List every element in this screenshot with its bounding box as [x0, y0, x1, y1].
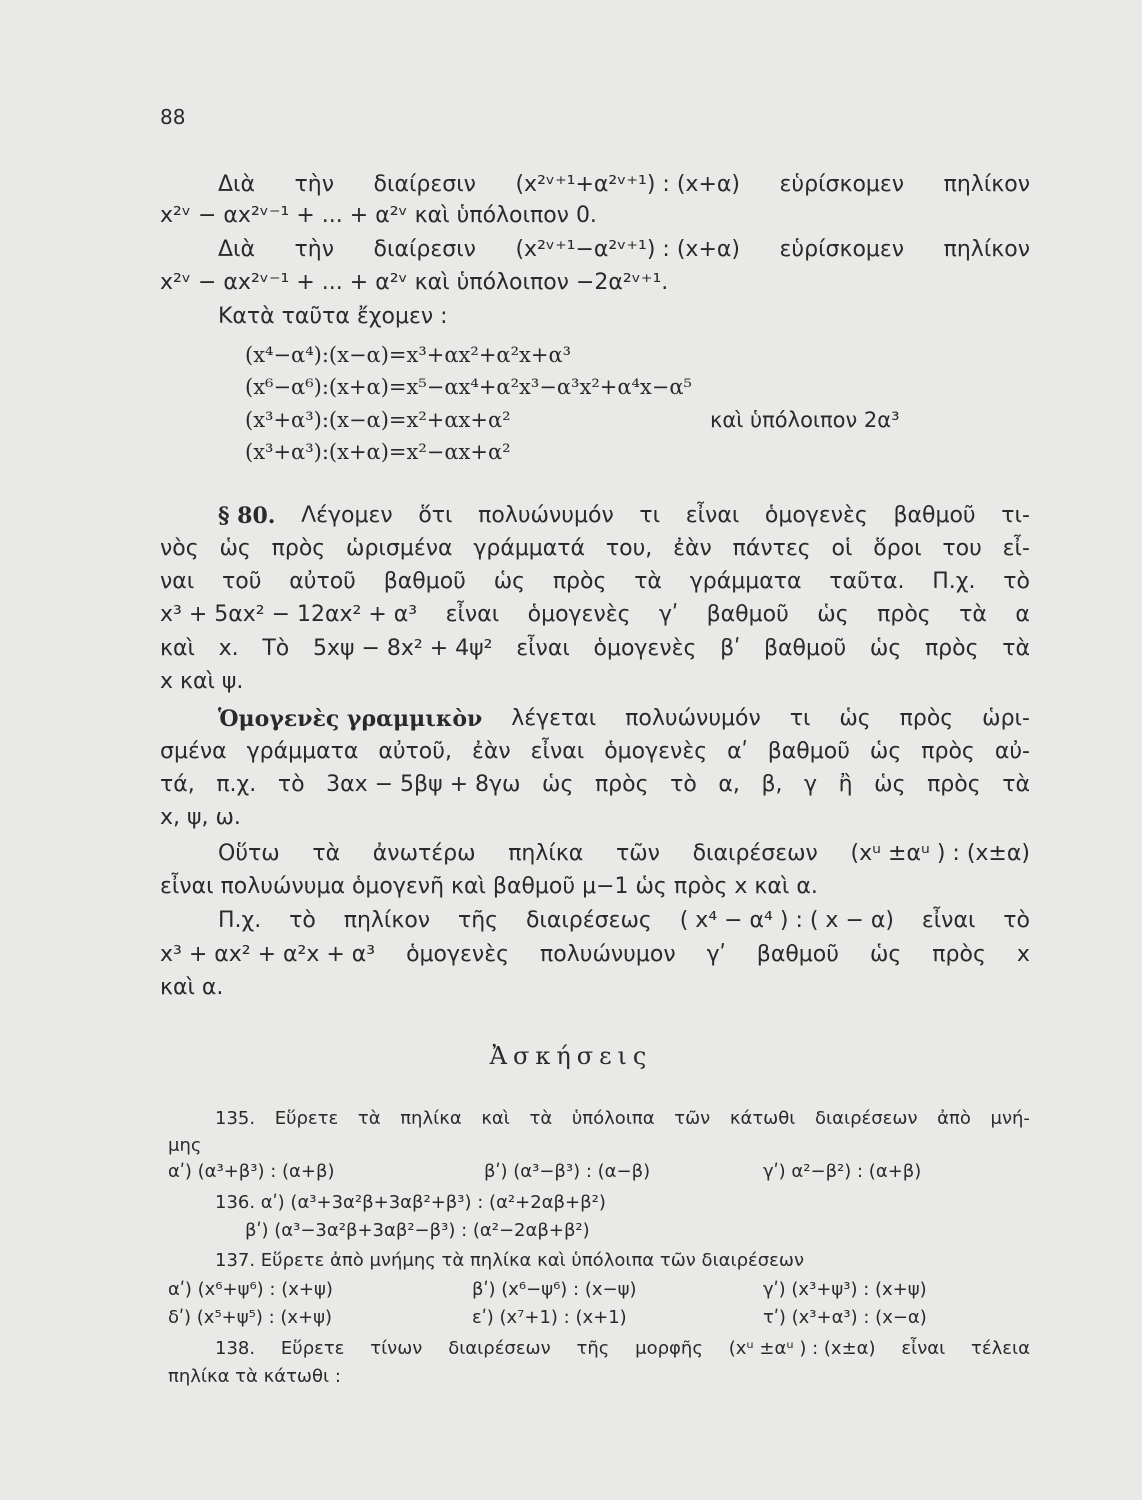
word: τὰ	[529, 1108, 553, 1129]
word: ὁμογενὲς	[604, 739, 708, 764]
word: νὸς	[160, 536, 199, 561]
section-number: § 80.	[218, 503, 276, 529]
equation-1: (x⁴−α⁴):(x−α)=x³+αx²+α²x+α³	[245, 343, 572, 367]
word: βʹ	[720, 636, 741, 661]
word: x	[1016, 942, 1030, 967]
kata-tauta: Κατὰ ταῦτα ἔχομεν :	[218, 304, 448, 329]
word: εἶ-	[1002, 536, 1030, 561]
word: πρὸς	[932, 942, 986, 967]
word: τι	[789, 706, 811, 731]
word: ἢ	[838, 772, 853, 797]
word: πάντες	[732, 536, 811, 561]
homog-line4: x, ψ, ω.	[160, 805, 241, 830]
word: τὴν	[294, 172, 335, 197]
word: καὶ	[160, 636, 195, 661]
word: γ	[804, 772, 818, 797]
word: εὑρίσκομεν	[779, 172, 905, 197]
word: Οὕτω	[218, 841, 280, 866]
ex135-line1	[215, 1106, 1030, 1132]
word: τῶν	[674, 1108, 711, 1129]
word: οἱ	[831, 536, 853, 561]
word: πηλίκα	[400, 1108, 462, 1129]
word: τῶν	[615, 841, 660, 866]
word: εἶναι	[516, 636, 570, 661]
word: τὸ	[289, 908, 316, 933]
ex137-f: τʹ) (x³+α³) : (x−α)	[763, 1307, 927, 1328]
equation-note: καὶ ὑπόλοιπον 2α³	[710, 408, 900, 432]
word: διαίρεσιν	[373, 237, 476, 262]
word: τι-	[1001, 503, 1030, 528]
ex135-a: αʹ) (α³+β³) : (α+β)	[168, 1161, 335, 1182]
word: του,	[605, 536, 653, 561]
word: ὑπόλοιπα	[571, 1108, 655, 1129]
word: x.	[218, 636, 239, 661]
equation-4: (x³+α³):(x+α)=x²−αx+α²	[245, 440, 511, 464]
ex138-line1	[215, 1336, 1030, 1362]
word: πηλίκον	[943, 237, 1030, 262]
word: ὡς	[542, 772, 574, 797]
word: πολυώνυμον	[540, 942, 676, 967]
word: ὡς	[874, 772, 906, 797]
word: βαθμοῦ	[763, 636, 847, 661]
word: ὡς	[219, 536, 251, 561]
word: τὰ	[959, 602, 987, 627]
word: σμένα	[160, 739, 227, 764]
formula: (x²ᵛ⁺¹−α²ᵛ⁺¹) : (x+α)	[515, 237, 740, 262]
word: πρὸς	[594, 772, 649, 797]
word: ὁμογενὲς	[764, 503, 868, 528]
word: κάτωθι	[729, 1108, 796, 1129]
equation-3	[245, 405, 1115, 435]
word: πηλίκον	[343, 908, 431, 933]
homog-line3	[160, 770, 1030, 800]
word: πολυώνυμόν	[625, 706, 761, 731]
word: βαθμοῦ	[756, 942, 839, 967]
word: Π.χ.	[218, 908, 262, 933]
ex135-c: γʹ) α²−β²) : (α+β)	[763, 1161, 922, 1182]
sec80-line2	[160, 534, 1030, 564]
page-number: 88	[160, 105, 186, 129]
ex135-b: βʹ) (α³−β³) : (α−β)	[484, 1161, 651, 1182]
word: τίνων	[370, 1338, 423, 1359]
word: τὰ	[312, 841, 341, 866]
word: γʹ	[659, 602, 679, 627]
ex137-b: βʹ) (x⁶−ψ⁶) : (x−ψ)	[472, 1279, 637, 1300]
example-line1	[218, 906, 1030, 936]
formula: (xᵘ ±αᵘ ) : (x±α)	[850, 841, 1030, 866]
exercise-number: 135.	[215, 1108, 256, 1129]
formula: 5xψ − 8x² + 4ψ²	[312, 636, 493, 661]
word: τὰ	[1002, 636, 1030, 661]
word: βαθμοῦ	[767, 739, 850, 764]
word: διαίρεσιν	[373, 172, 476, 197]
formula: (x²ᵛ⁺¹+α²ᵛ⁺¹) : (x+α)	[515, 172, 740, 197]
example-line3: καὶ α.	[160, 975, 224, 1000]
equation-expr: (x³+α³):(x−α)=x²+αx+α²	[245, 408, 511, 432]
sec80-line1	[218, 501, 1030, 531]
word: αὐτοῦ,	[378, 739, 452, 764]
ex137-a: αʹ) (x⁶+ψ⁶) : (x+ψ)	[168, 1279, 333, 1300]
example-line2	[160, 940, 1030, 970]
word: διαιρέσεων	[692, 841, 818, 866]
word: πρὸς	[552, 569, 607, 594]
word: πρὸς	[921, 739, 975, 764]
word: ὡς	[869, 636, 902, 661]
word: τὸ	[277, 772, 305, 797]
word: τὰ	[357, 1108, 381, 1129]
para2-line1	[218, 235, 1030, 265]
word: βαθμοῦ	[706, 602, 789, 627]
word: τέλεια	[971, 1338, 1030, 1359]
ex136-b: βʹ) (α³−3α²β+3αβ²−β³) : (α²−2αβ+β²)	[245, 1220, 590, 1241]
exercise-number: 138.	[215, 1338, 256, 1359]
word: Λέγομεν	[301, 503, 393, 528]
word: τὸ	[1003, 908, 1030, 933]
word: γράμματα	[246, 739, 359, 764]
word: εὑρίσκομεν	[779, 237, 905, 262]
exercises-heading: Ἀσκήσεις	[489, 1042, 653, 1070]
word: καὶ	[481, 1108, 510, 1129]
word: αὐτοῦ	[289, 569, 356, 594]
word: τά,	[160, 772, 195, 797]
formula: (xᵘ ±αᵘ ) : (x±α)	[728, 1338, 876, 1359]
word: λέγεται	[511, 706, 597, 731]
sec80-line6: x καὶ ψ.	[160, 669, 244, 694]
formula: x³ + 5αx² − 12αx² + α³	[160, 602, 418, 627]
word: εἶναι	[530, 739, 585, 764]
word: ναι	[160, 569, 195, 594]
word: εἶναι	[445, 602, 500, 627]
word: τὸ	[1003, 569, 1030, 594]
word: ὅτι	[418, 503, 453, 528]
word: ἀπὸ	[937, 1108, 971, 1129]
word: ὁμογενὲς	[527, 602, 631, 627]
equation-2: (x⁶−α⁶):(x+α)=x⁵−αx⁴+α²x³−α³x²+α⁴x−α⁵	[245, 375, 692, 399]
word: αʹ	[727, 739, 748, 764]
homog-line2	[160, 737, 1030, 767]
word: ὡς	[869, 942, 902, 967]
word: τῆς	[576, 1338, 610, 1359]
para1-line2: x²ᵛ − αx²ᵛ⁻¹ + ... + α²ᵛ καὶ ὑπόλοιπον 0.	[160, 203, 597, 228]
word: ὅροι	[873, 536, 922, 561]
word: ὡς	[869, 739, 902, 764]
word: μορφῆς	[635, 1338, 703, 1359]
word: τὰ	[1002, 772, 1030, 797]
word: βαθμοῦ	[893, 503, 976, 528]
para1-line1	[218, 170, 1030, 200]
word: αὐ-	[994, 739, 1030, 764]
outo-line1	[218, 839, 1030, 869]
word: του	[942, 536, 982, 561]
word: πρὸς	[924, 636, 979, 661]
word: εἶναι	[901, 1338, 946, 1359]
word: μνή-	[990, 1108, 1030, 1129]
word: Διὰ	[218, 237, 255, 262]
word: τὴν	[294, 237, 335, 262]
formula: ( x⁴ − α⁴ ) : ( x − α)	[679, 908, 894, 933]
word: πηλίκα	[508, 841, 584, 866]
ex137-intro: 137. Εὕρετε ἀπὸ μνήμης τὰ πηλίκα καὶ ὑπόλοιπα τῶν διαιρέσεων	[215, 1250, 805, 1271]
word: γράμματα	[689, 569, 802, 594]
word: διαιρέσεως	[525, 908, 652, 933]
ex136-a: 136. αʹ) (α³+3α²β+3αβ²+β³) : (α²+2αβ+β²)	[215, 1192, 606, 1213]
word: Τὸ	[262, 636, 290, 661]
word: ὡρισμένα	[346, 536, 453, 561]
word: Εὕρετε	[274, 1108, 339, 1129]
word: α	[1015, 602, 1030, 627]
word: β,	[761, 772, 783, 797]
word: πρὸς	[927, 772, 981, 797]
ex137-e: εʹ) (x⁷+1) : (x+1)	[472, 1307, 627, 1328]
word: τὰ	[634, 569, 662, 594]
term: Ὁμογενὲς γραμμικὸν	[218, 706, 483, 732]
word: πηλίκον	[943, 172, 1030, 197]
word: ὁμογενὲς	[406, 942, 510, 967]
word: Διὰ	[218, 172, 255, 197]
word: Εὕρετε	[280, 1338, 345, 1359]
word: π.χ.	[216, 772, 257, 797]
word: πρὸς	[899, 706, 954, 731]
ex138-line2: πηλίκα τὰ κάτωθι :	[168, 1366, 341, 1387]
word: τοῦ	[222, 569, 262, 594]
ex137-c: γʹ) (x³+ψ³) : (x+ψ)	[763, 1279, 927, 1300]
word: γράμματά	[473, 536, 586, 561]
ex137-d: δʹ) (x⁵+ψ⁵) : (x+ψ)	[168, 1307, 333, 1328]
sec80-line4	[160, 600, 1030, 630]
word: γʹ	[706, 942, 726, 967]
word: τι	[639, 503, 661, 528]
word: τῆς	[457, 908, 499, 933]
word: διαιρέσεων	[815, 1108, 918, 1129]
formula: x³ + αx² + α²x + α³	[160, 942, 376, 967]
para2-line2: x²ᵛ − αx²ᵛ⁻¹ + ... + α²ᵛ καὶ ὑπόλοιπον −2α²ᵛ⁺¹.	[160, 270, 669, 295]
word: πρὸς	[271, 536, 326, 561]
word: ἐὰν	[673, 536, 712, 561]
word: πολυώνυμόν	[478, 503, 614, 528]
word: ἀνωτέρω	[372, 841, 476, 866]
homog-line1	[218, 704, 1030, 734]
word: βαθμοῦ	[383, 569, 466, 594]
word: ὁμογενὲς	[593, 636, 697, 661]
word: ὡρι-	[982, 706, 1030, 731]
word: ἐὰν	[471, 739, 511, 764]
word: εἶναι	[921, 908, 976, 933]
word: τὸ	[670, 772, 697, 797]
word: διαιρέσεων	[448, 1338, 551, 1359]
sec80-line3	[160, 567, 1030, 597]
word: ὡς	[839, 706, 871, 731]
word: ταῦτα.	[829, 569, 905, 594]
word: εἶναι	[685, 503, 740, 528]
word: α,	[718, 772, 740, 797]
sec80-line5	[160, 634, 1030, 664]
word: ὡς	[817, 602, 849, 627]
outo-line2: εἶναι πολυώνυμα ὁμογενῆ καὶ βαθμοῦ μ−1 ὡς πρὸς x καὶ α.	[160, 874, 818, 899]
ex135-line2: μης	[168, 1135, 202, 1156]
formula: 3αx − 5βψ + 8γω	[326, 772, 521, 797]
word: πρὸς	[877, 602, 931, 627]
word: ὡς	[493, 569, 526, 594]
word: Π.χ.	[932, 569, 976, 594]
